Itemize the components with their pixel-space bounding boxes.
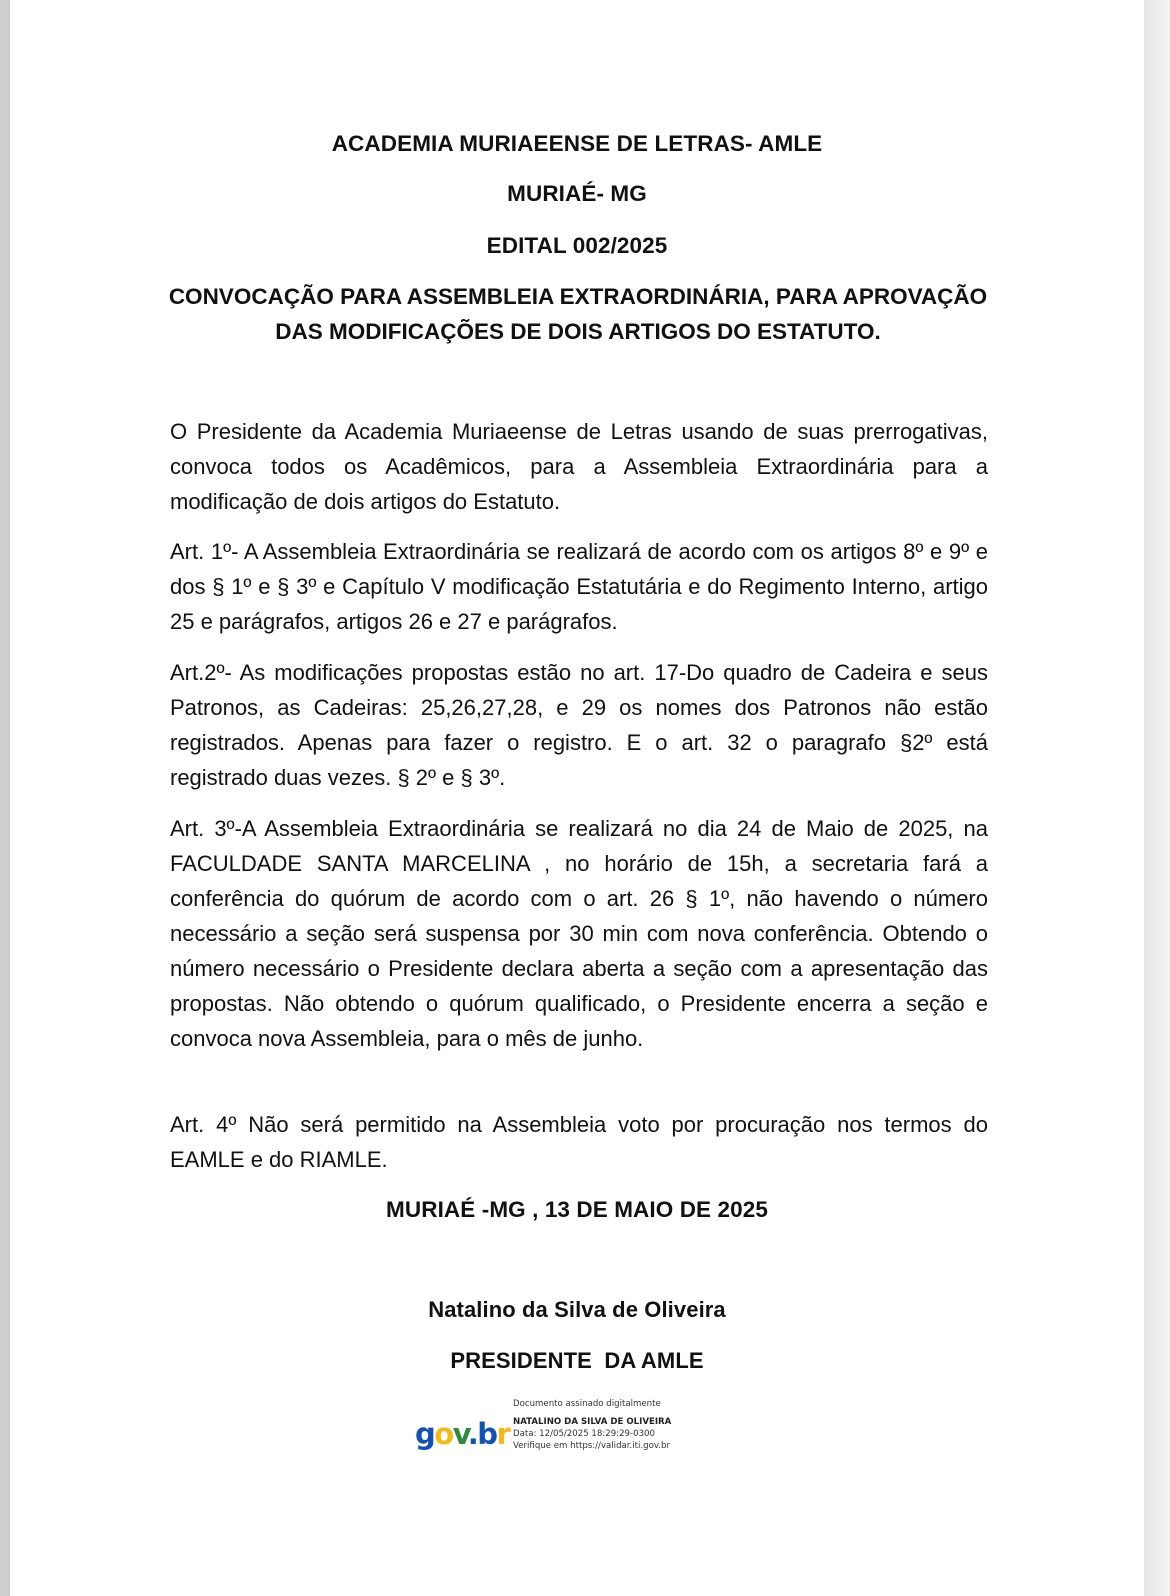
edict-number: EDITAL 002/2025	[486, 233, 668, 258]
signature-details	[513, 1398, 671, 1452]
govbr-logo: gov.br	[415, 1417, 510, 1451]
subject-heading	[160, 279, 996, 349]
city-heading: MURIAÉ- MG	[507, 181, 647, 206]
signature-date: Data: 12/05/2025 18:29:29-0300	[513, 1429, 655, 1439]
article-1-paragraph: Art. 1º- A Assembleia Extraordinária se realizará de acordo com os artigos 8º e 9º e dos § 1º e § 3º e Capítulo V modificação Estatutária e do Regimento Interno, artigo 25 e parágrafos, artigos 26 e 27 e parágrafos.	[170, 539, 988, 634]
institution-title: ACADEMIA MURIAEENSE DE LETRAS- AMLE	[331, 131, 823, 156]
viewer-scrollbar-area[interactable]	[1144, 0, 1170, 1596]
signature-caption: Documento assinado digitalmente	[513, 1399, 661, 1409]
signer-name: Natalino da Silva de Oliveira	[428, 1297, 726, 1322]
subject-line-2: DAS MODIFICAÇÕES DE DOIS ARTIGOS DO ESTATUTO.	[275, 319, 881, 344]
signature-verify-link[interactable]: Verifique em https://validar.iti.gov.br	[513, 1441, 670, 1451]
signature-signer: NATALINO DA SILVA DE OLIVEIRA	[513, 1417, 672, 1427]
article-4-paragraph: Art. 4º Não será permitido na Assembleia voto por procuração nos termos do EAMLE e do RIAMLE.	[170, 1112, 988, 1172]
subject-line-1: CONVOCAÇÃO PARA ASSEMBLEIA EXTRAORDINÁRIA, PARA APROVAÇÃO	[168, 284, 988, 309]
article-3-paragraph: Art. 3º-A Assembleia Extraordinária se realizará no dia 24 de Maio de 2025, na FACULDADE SANTA MARCELINA , no horário de 15h, a secretaria fará a conferência do quórum de acordo com o art. 26 § 1º, não havendo o número necessário a seção será suspensa por 30 min com nova conferência. Obtendo o número necessário o Presidente declara aberta a seção com a apresentação das propostas. Não obtendo o quórum qualificado, o Presidente encerra a seção e convoca nova Assembleia, para o mês de junho.	[170, 816, 988, 1051]
intro-paragraph: O Presidente da Academia Muriaeense de Letras usando de suas prerrogativas, convoca todos os Acadêmicos, para a Assembleia Extraordinária para a modificação de dois artigos do Estatuto.	[170, 419, 988, 514]
digital-signature-stamp	[415, 1398, 715, 1468]
place-date: MURIAÉ -MG , 13 DE MAIO DE 2025	[386, 1197, 768, 1222]
article-2-paragraph: Art.2º- As modificações propostas estão no art. 17-Do quadro de Cadeira e seus Patronos, as Cadeiras: 25,26,27,28, e 29 os nomes dos Patronos não estão registrados. Apenas para fazer o registro. E o art. 32 o paragrafo §2º está registrado duas vezes. § 2º e § 3º.	[170, 660, 988, 790]
document-page	[10, 0, 1144, 1596]
signer-title: PRESIDENTE DA AMLE	[450, 1348, 704, 1373]
